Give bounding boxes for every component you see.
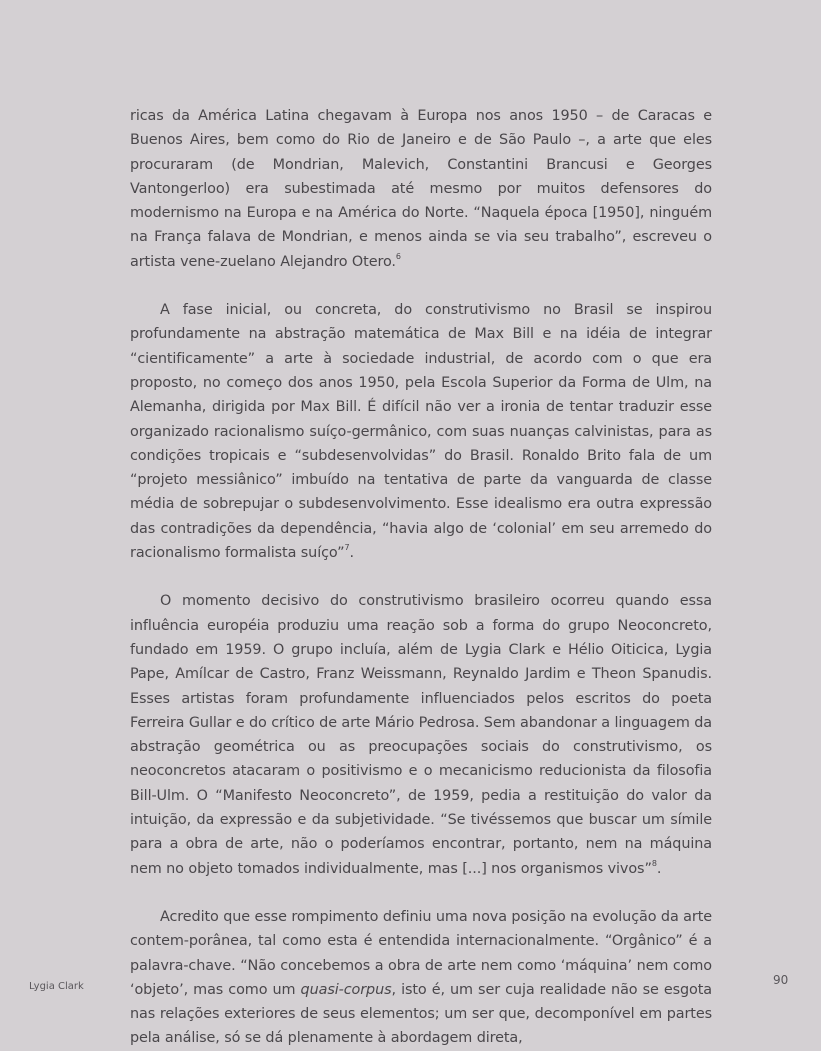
body-text	[130, 104, 712, 1051]
footnote-reference: 7	[344, 543, 350, 553]
paragraph-text: O momento decisivo do construtivismo brasileiro ocorreu quando essa influência européia produziu uma reação sob a forma do grupo Neoconcreto, fundado em 1959. O grupo incluía, além de Lygia Clark e Hélio Oiticica, Lygia Pape, Amílcar de Castro, Franz Weissmann, Reynaldo Jardim e Theon Spanudis. Esses artistas foram profundamente influenciados pelos escritos do poeta Ferreira Gullar e do crítico de arte Mário Pedrosa. Sem abandonar a linguagem da abstração geométrica ou as preocupações sociais do construtivismo, os neoconcretos atacaram o positivismo e o mecanicismo reducionista da filosofia Bill-Ulm. O “Manifesto Neoconcreto”, de 1959, pedia a restituição do valor da intuição, da expressão e da subjetividade. “Se tivéssemos que buscar um símile para a obra de arte, não o poderíamos encontrar, portanto, nem na máquina nem no objeto tomados individualmente, mas [...] nos organismos vivos”	[130, 593, 712, 877]
footnote-reference: 6	[395, 251, 401, 261]
paragraph	[130, 589, 712, 881]
paragraph	[130, 298, 712, 565]
paragraph-text: .	[656, 860, 662, 877]
paragraph-text: ricas da América Latina chegavam à Europa nos anos 1950 – de Caracas e Buenos Aires, bem como do Rio de Janeiro e de São Paulo –, a arte que eles procuraram (de Mondrian, Malevich, Constantini Brancusi e Georges Vantongerloo) era subestimada até mesmo por muitos defensores do modernismo na Europa e na América do Norte. “Naquela época [1950], ninguém na França falava de Mondrian, e menos ainda se via seu trabalho”, escreveu o artista vene-zuelano Alejandro Otero.	[130, 108, 712, 270]
paragraph-text: , isto é, um ser cuja realidade não se esgota nas relações exteriores de seus elementos; um ser que, decomponível em partes pela análise, só se dá plenamente à abordagem direta,	[130, 981, 712, 1047]
paragraph	[130, 104, 712, 274]
paragraph-text: Acredito que esse rompimento definiu uma nova posição na evolução da arte contem-porânea, tal como esta é entendida internacionalmente. “Orgânico” é a palavra-chave. “Não concebemos a obra de arte nem como ‘máquina’ nem como ‘objeto’, mas como um	[130, 908, 712, 998]
italic-term: quasi-corpus	[300, 981, 392, 998]
paragraph-text: .	[349, 545, 354, 562]
running-footer-author: Lygia Clark	[29, 981, 84, 992]
page-number: 90	[773, 973, 789, 987]
footnote-reference: 8	[651, 858, 657, 868]
paragraph	[130, 905, 712, 1051]
paragraph-text: A fase inicial, ou concreta, do construtivismo no Brasil se inspirou profundamente na abstração matemática de Max Bill e na idéia de integrar “cientificamente” a arte à sociedade industrial, de acordo com o que era proposto, no começo dos anos 1950, pela Escola Superior da Forma de Ulm, na Alemanha, dirigida por Max Bill. É difícil não ver a ironia de tentar traduzir esse organizado racionalismo suíço-germânico, com suas nuanças calvinistas, para as condições tropicais e “subdesenvolvidas” do Brasil. Ronaldo Brito fala de um “projeto messiânico” imbuído na tentativa de parte da vanguarda de classe média de sobrepujar o subdesenvolvimento. Esse idealismo era outra expressão das contradições da dependência, “havia algo de ‘colonial’ em seu arremedo do racionalismo formalista suíço”	[130, 302, 712, 562]
